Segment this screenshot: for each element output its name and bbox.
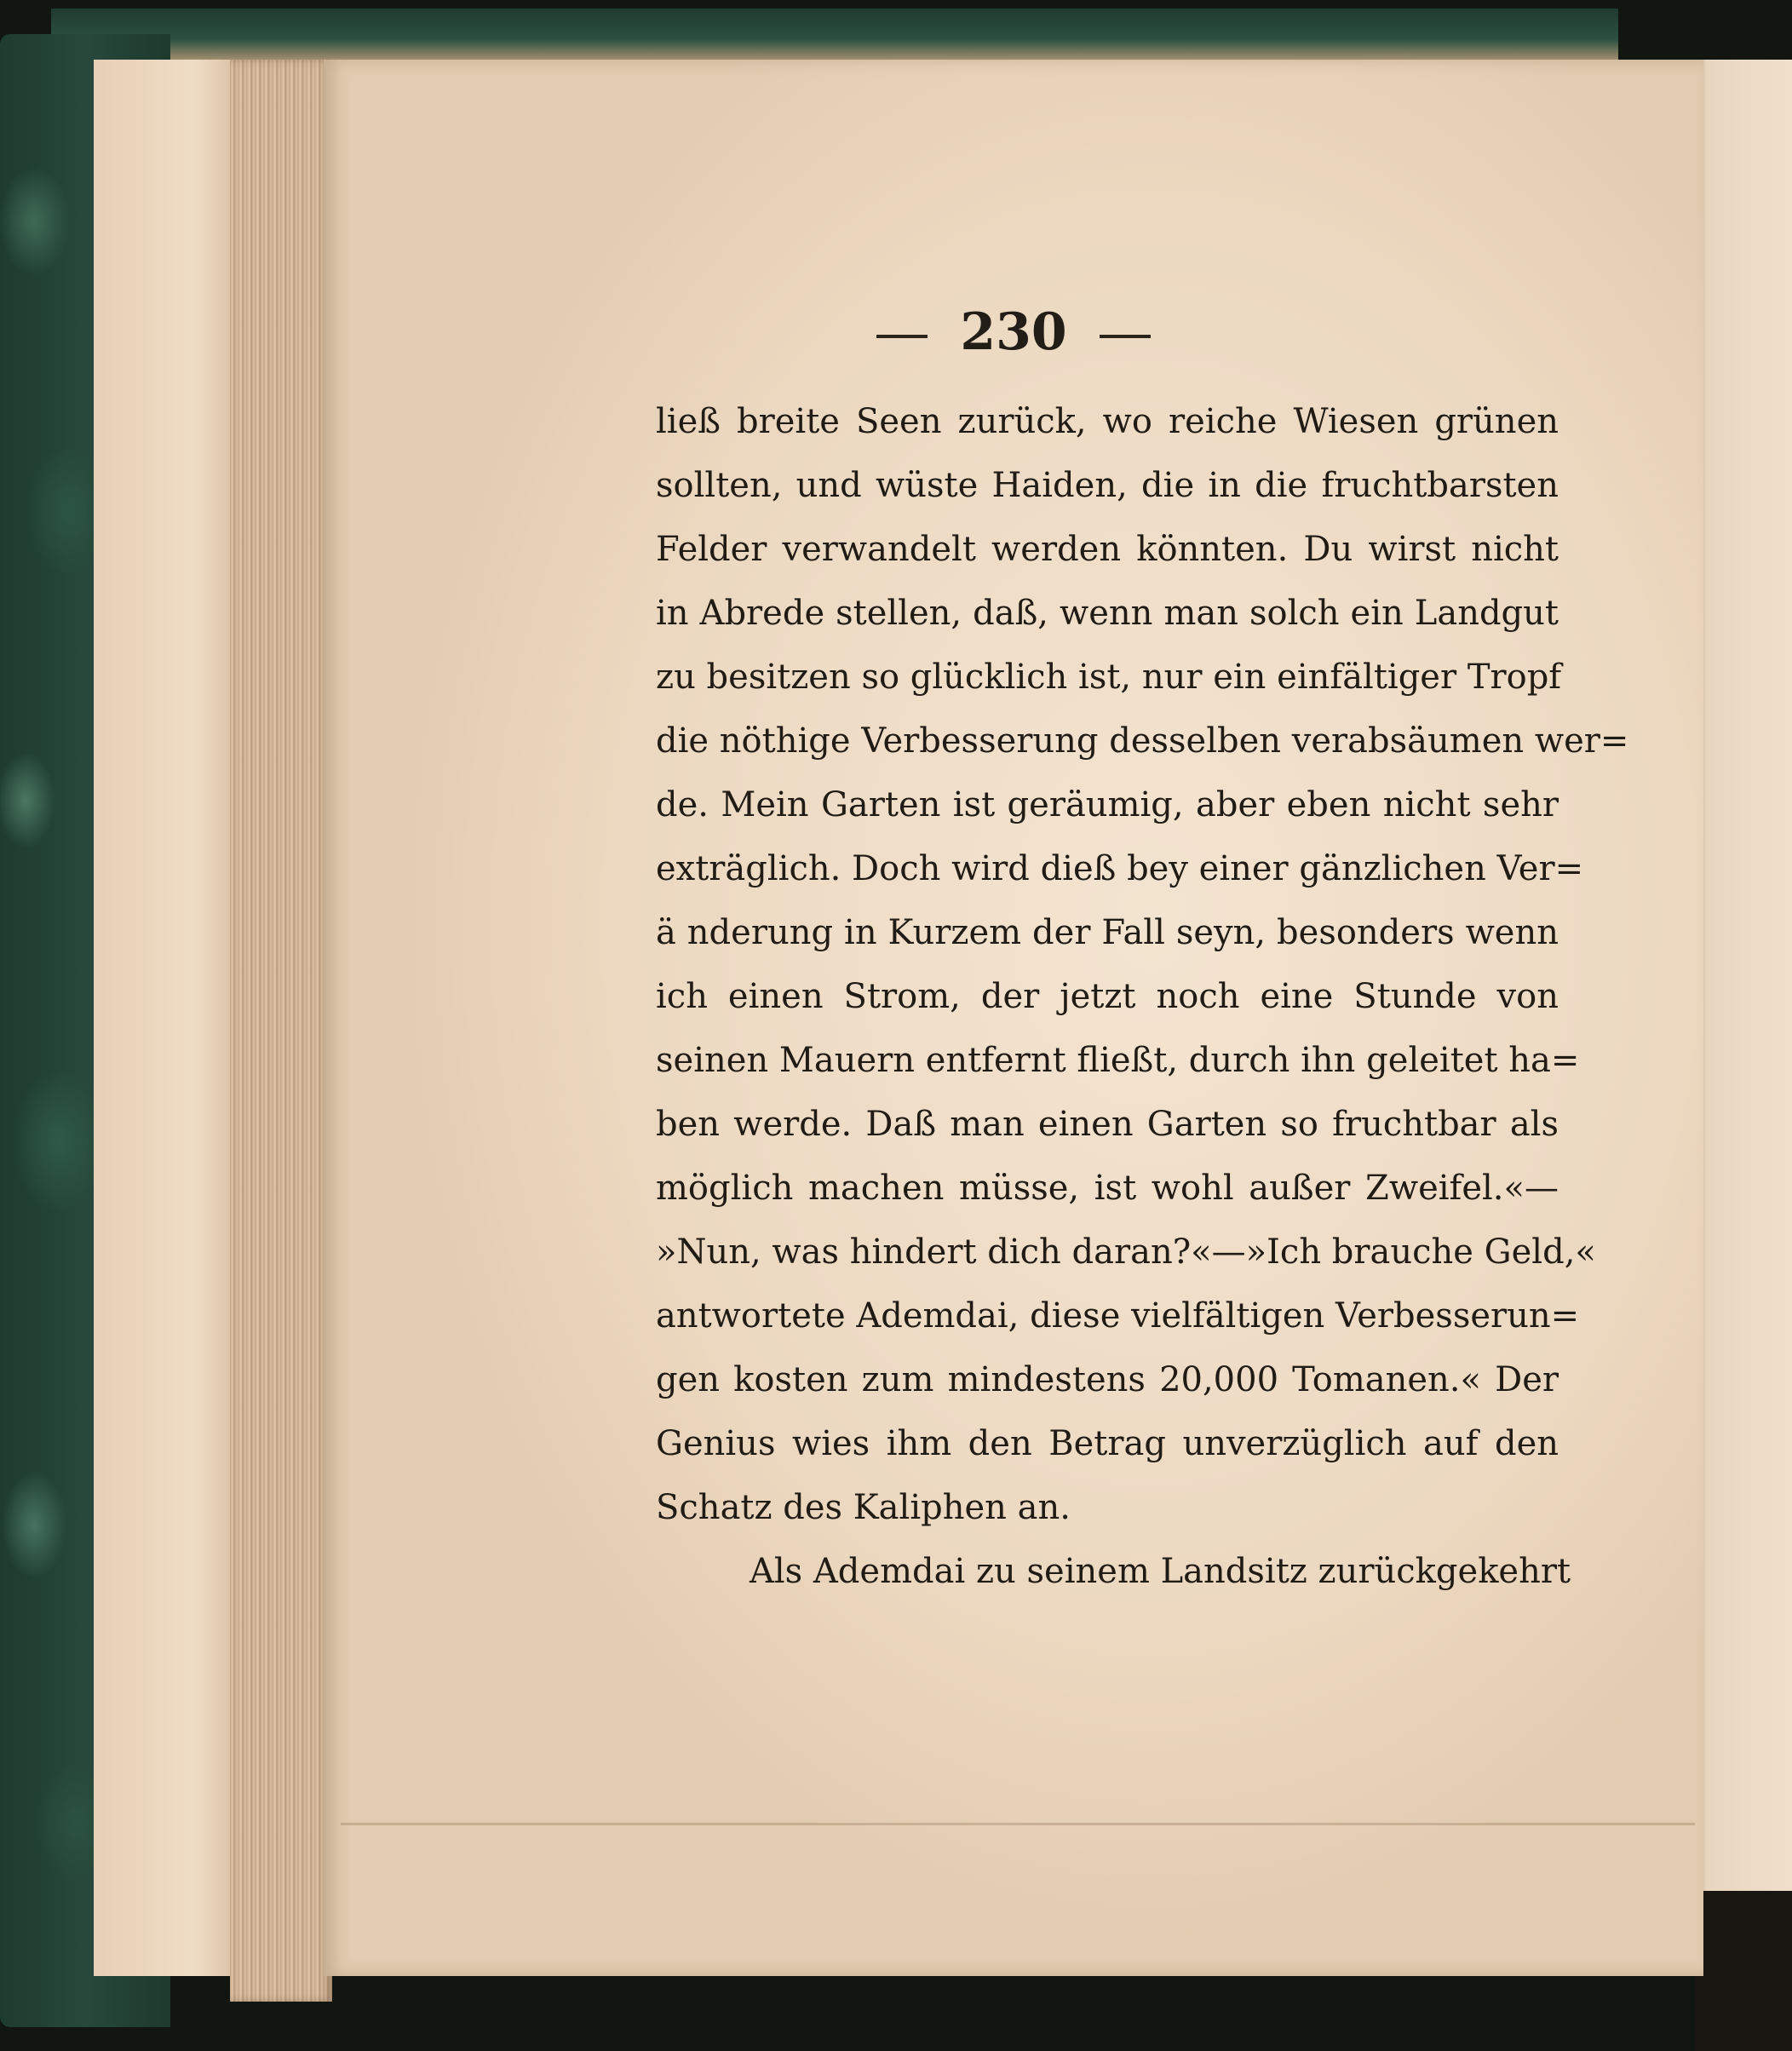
page-number: 230 [960,302,1067,362]
text-line: ließ breite Seen zurück, wo reiche Wiesen grünen [656,402,1559,441]
page-header [324,298,1703,366]
text-line: sollten, und wüste Haiden, die in die fruchtbarsten [656,466,1559,505]
text-line: zu besitzen so glücklich ist, nur ein einfältiger Tropf [656,658,1562,697]
page-text [656,390,1629,1604]
text-line: Genius wies ihm den Betrag unverzüglich auf den [656,1424,1559,1463]
page-fold-line [341,1823,1695,1825]
page-edges [230,60,332,2002]
text-line: die nöthige Verbesserung desselben verabsäumen wer= [656,721,1629,761]
text-line: ich einen Strom, der jetzt noch eine Stunde von [656,977,1559,1016]
text-line: antwortete Ademdai, diese vielfältigen Verbesserun= [656,1296,1580,1336]
text-line: »Nun, was hindert dich daran?«—»Ich brauche Geld,« [656,1232,1596,1272]
right-page-shadow [1695,1891,1792,2051]
book-cover-top-edge [51,9,1618,60]
text-line-paragraph-end: Schatz des Kaliphen an. [656,1488,1071,1527]
text-line: de. Mein Garten ist geräumig, aber eben nicht sehr [656,785,1559,824]
text-line: gen kosten zum mindestens 20,000 Tomanen.« Der [656,1360,1559,1399]
text-line: seinen Mauern entfernt fließt, durch ihn geleitet ha= [656,1041,1580,1080]
text-line: ben werde. Daß man einen Garten so fruchtbar als [656,1105,1559,1144]
header-dash-left [876,335,928,338]
text-line: exträglich. Doch wird dieß bey einer gänzlichen Ver= [656,849,1584,888]
left-flyleaf [94,60,238,1976]
text-line: ä nderung in Kurzem der Fall seyn, besonders wenn [656,913,1559,952]
text-line: in Abrede stellen, daß, wenn man solch ein Landgut [656,594,1559,633]
header-dash-right [1100,335,1151,338]
text-line: Felder verwandelt werden könnten. Du wirst nicht [656,530,1559,569]
text-line-paragraph-start: Als Ademdai zu seinem Landsitz zurückgekehrt [750,1552,1571,1591]
right-page-edge [1695,60,1792,1891]
text-line: möglich machen müsse, ist wohl außer Zweifel.«— [656,1169,1559,1208]
